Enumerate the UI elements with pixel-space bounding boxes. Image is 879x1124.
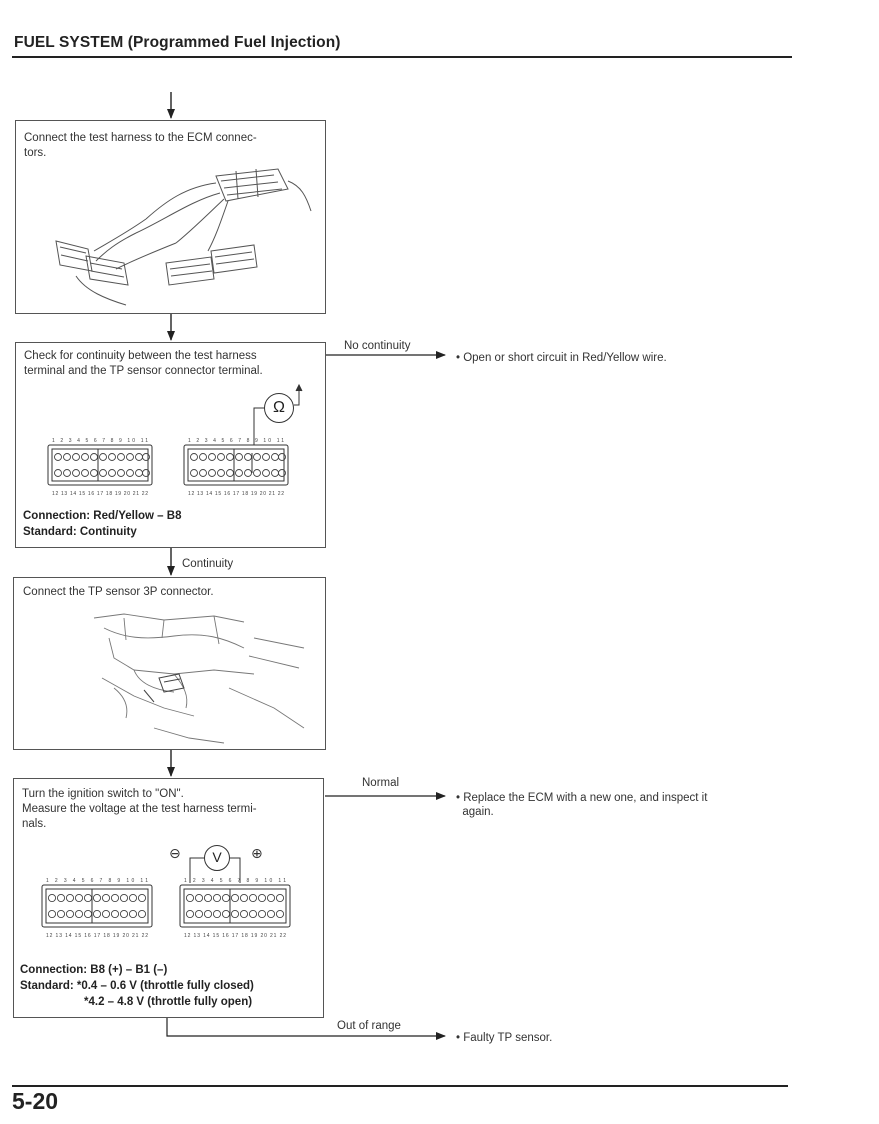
result-out-of-range: • Faulty TP sensor. [456,1032,553,1044]
step-2-connection: Connection: Red/Yellow – B8 [23,510,182,522]
page-number: 5-20 [12,1088,59,1114]
step-2-box [15,342,326,548]
branch-label-normal: Normal [362,777,400,789]
step-4-connection: Connection: B8 (+) – B1 (–) [20,964,168,976]
branch-label-out-of-range: Out of range [337,1020,401,1032]
svg-text:12 13 14 15 16 17 18 19 20 21: 12 13 14 15 16 17 18 19 20 21 22 [188,491,284,497]
page-header-title: FUEL SYSTEM (Programmed Fuel Injection) [14,34,341,51]
step-2-text: Check for continuity between the test harness terminal and the TP sensor connector terminal. [24,350,263,377]
svg-text:1 2 3 4 5 6 7 8 9 10 11: 1 2 3 4 5 6 7 8 9 10 11 [46,878,149,884]
svg-text:1 2 3 4 5 6 7 8 9 10 11: 1 2 3 4 5 6 7 8 9 10 11 [188,438,284,444]
svg-text:1 2 3 4 5 6 7 8 9 10 11: 1 2 3 4 5 6 7 8 9 10 11 [184,878,286,884]
step-1-text: Connect the test harness to the ECM connec- tors. [24,132,257,159]
tp-sensor-illustration [14,578,327,751]
result-normal: • Replace the ECM with a new one, and inspect it again. [456,792,708,818]
step-3-box [13,577,326,750]
branch-label-continuity: Continuity [182,558,234,570]
connector-pin-numbers-bottom: 12 13 14 15 16 17 18 19 20 21 22 [52,491,148,497]
step-2-standard: Standard: Continuity [23,526,137,538]
branch-label-no-continuity: No continuity [344,340,411,352]
step-4-standard-closed: Standard: *0.4 – 0.6 V (throttle fully closed) [20,980,254,992]
voltmeter-symbol: V [204,845,230,871]
step-4-box [13,778,324,1018]
ohmmeter-symbol: Ω [264,393,294,423]
negative-terminal-icon: ⊖ [169,845,181,861]
connector-pin-numbers-top: 1 2 3 4 5 6 7 8 9 10 11 [52,438,149,444]
test-harness-illustration [16,121,327,315]
footer-rule [12,1085,788,1087]
result-no-continuity: • Open or short circuit in Red/Yellow wire. [456,352,667,364]
step-4-text: Turn the ignition switch to "ON". Measure the voltage at the test harness termi- nals. [22,788,257,830]
positive-terminal-icon: ⊕ [251,845,263,861]
svg-text:12 13 14 15 16 17 18 19 20 21: 12 13 14 15 16 17 18 19 20 21 22 [46,933,148,939]
step-4-standard-open: *4.2 – 4.8 V (throttle fully open) [84,996,253,1008]
step-3-text: Connect the TP sensor 3P connector. [23,586,214,598]
arrow-out-of-range [167,1018,445,1036]
svg-text:12 13 14 15 16 17 18 19 20 21: 12 13 14 15 16 17 18 19 20 21 22 [184,933,286,939]
step-1-box [15,120,326,314]
